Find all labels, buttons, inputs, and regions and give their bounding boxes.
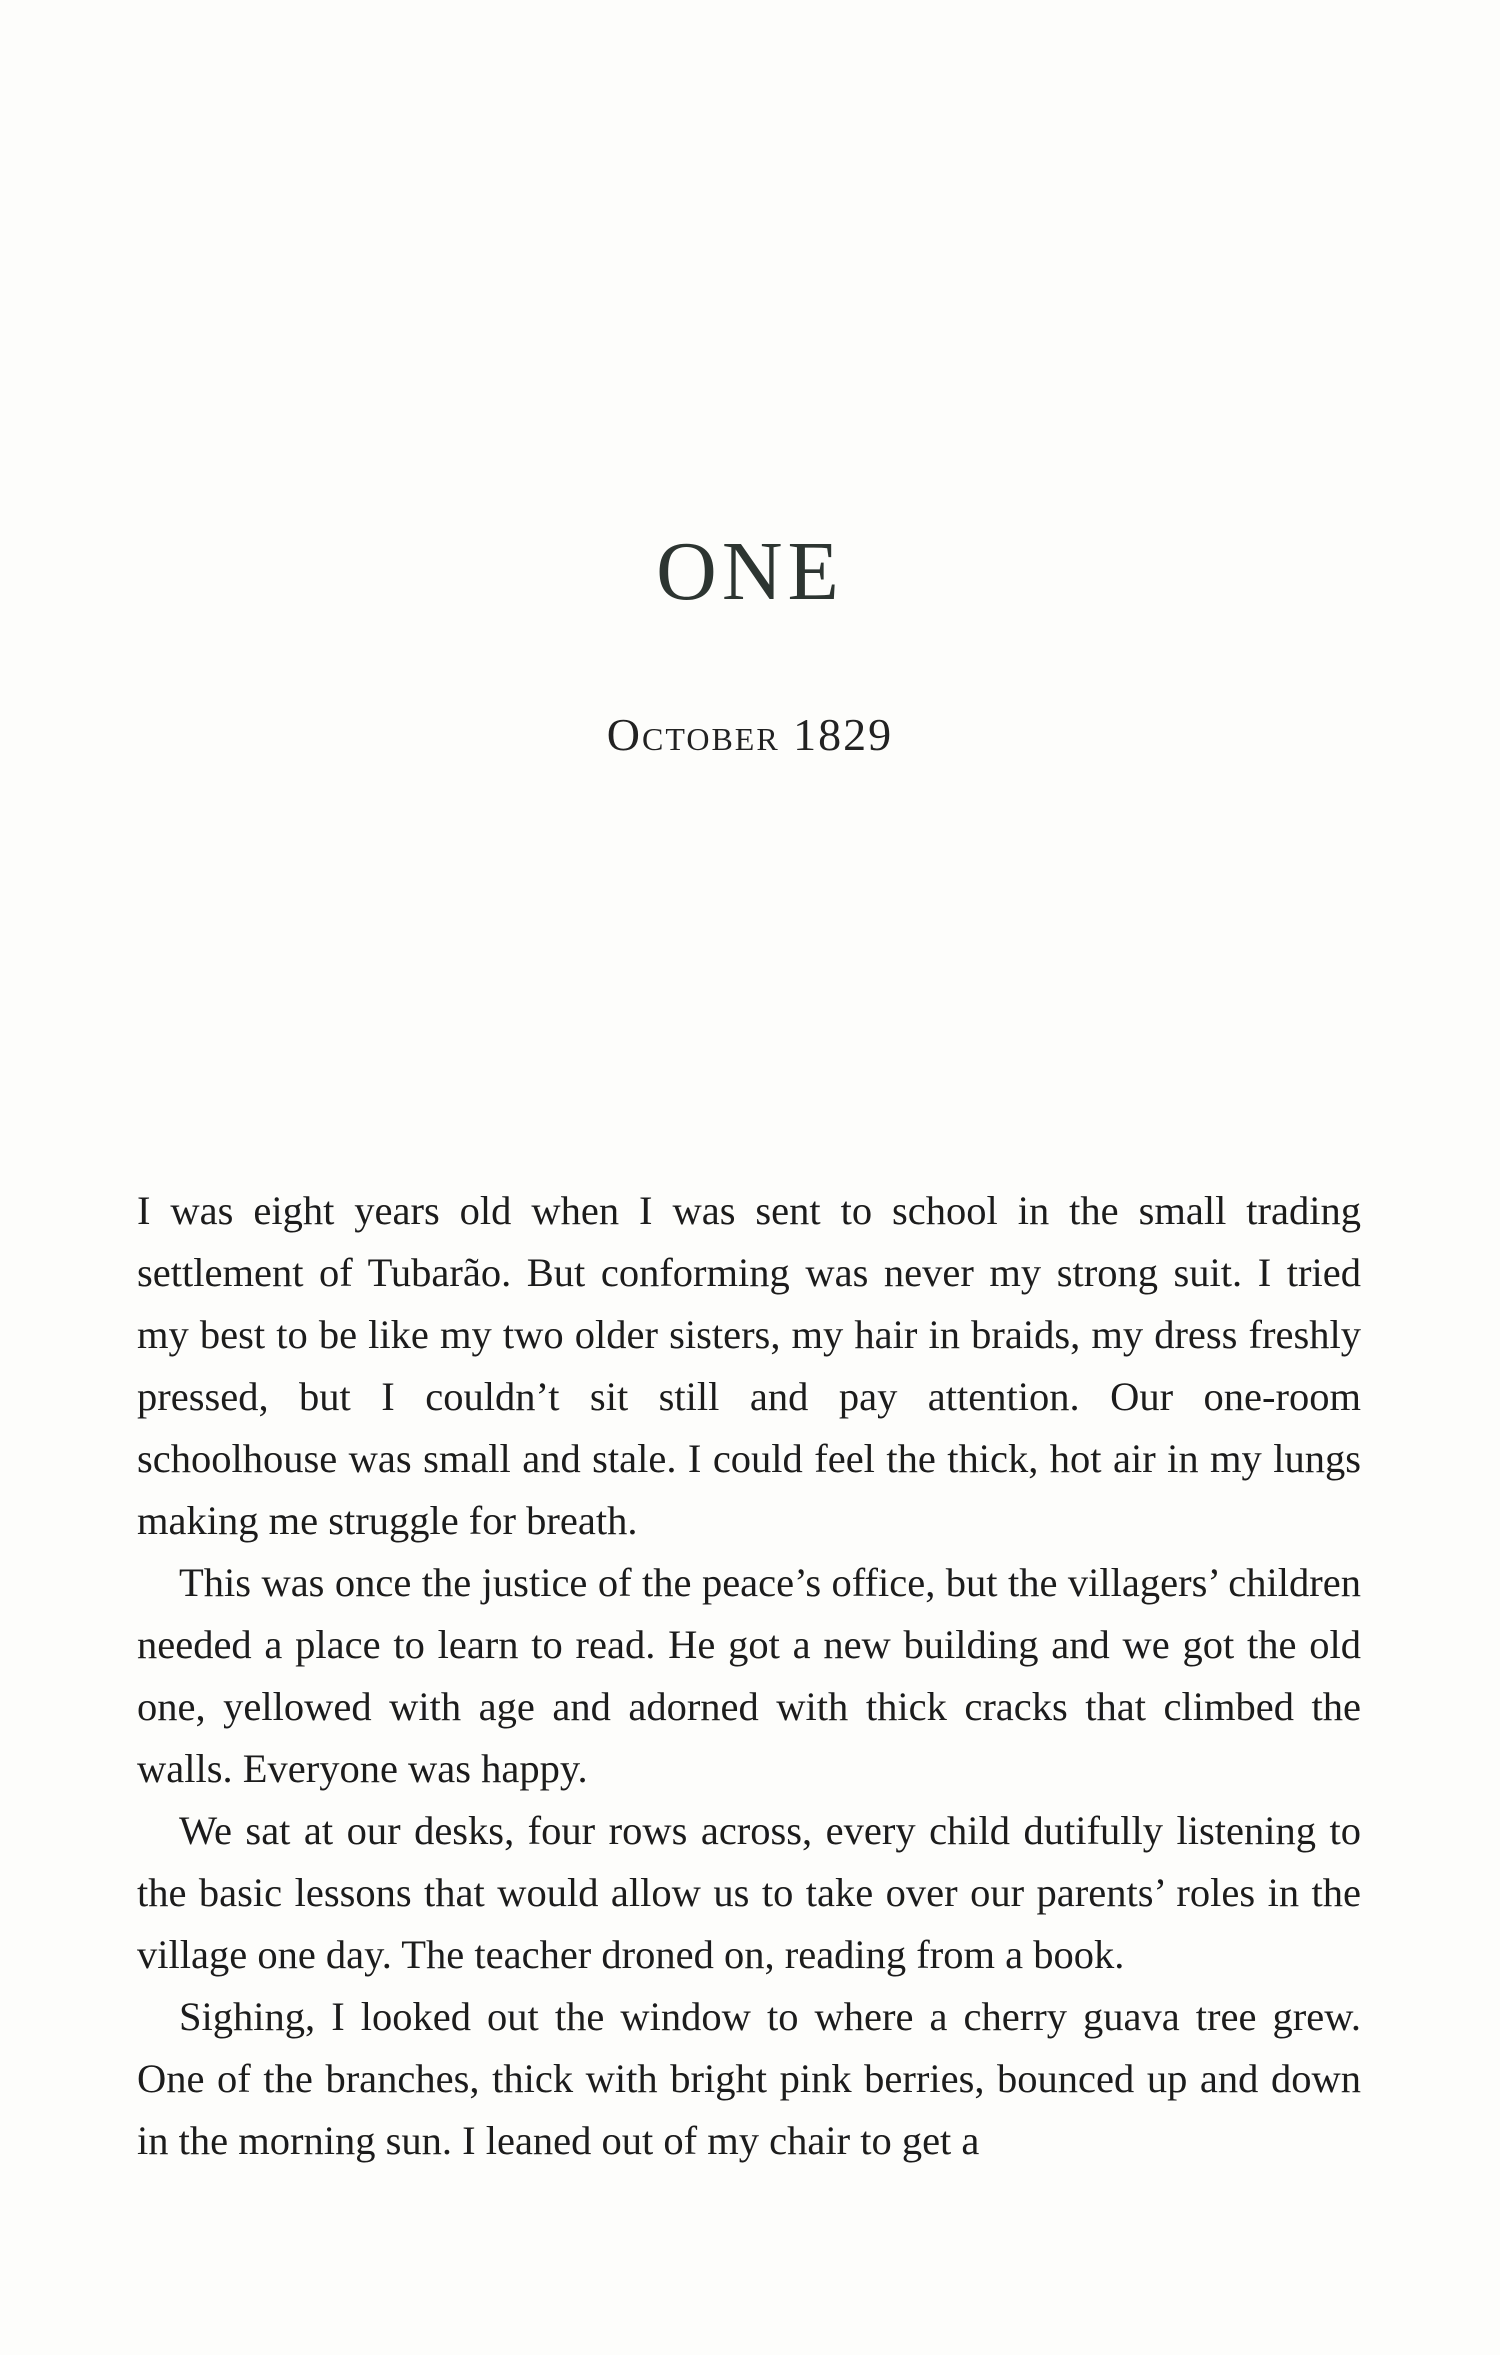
chapter-title: ONE <box>656 525 844 618</box>
chapter-date: October 1829 <box>606 709 894 760</box>
paragraph: This was once the justice of the peace’s office, but the villagers’ children needed a place to learn to read. He got a new building and we got the old one, yellowed with age and adorned with thick cracks that climbed the walls. Everyone was happy. <box>137 1560 1361 1791</box>
paragraph: I was eight years old when I was sent to school in the small trading settlement of Tubarão. But conforming was never my strong suit. I tried my best to be like my two older sisters, my hair in braids, my dress freshly pressed, but I couldn’t sit still and pay attention. Our one-room schoolhouse was small and stale. I could feel the thick, hot air in my lungs making me struggle for breath. <box>137 1188 1361 1543</box>
paragraph: Sighing, I looked out the window to where a cherry guava tree grew. One of the branches, thick with bright pink berries, bounced up and down in the morning sun. I leaned out of my chair to get a <box>137 1994 1361 2163</box>
paragraph: We sat at our desks, four rows across, every child dutifully listening to the basic lessons that would allow us to take over our parents’ roles in the village one day. The teacher droned on, reading from a book. <box>137 1808 1361 1977</box>
chapter-body <box>137 1180 1361 2172</box>
